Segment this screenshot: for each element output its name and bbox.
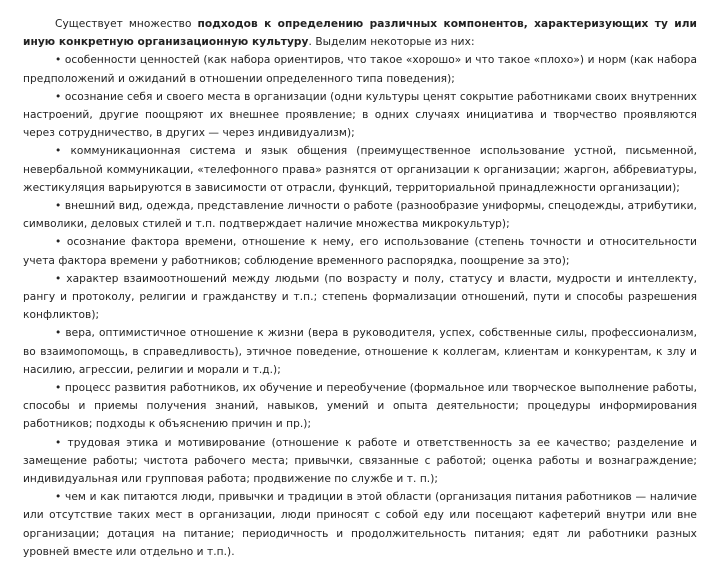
list-item-appearance: • внешний вид, одежда, представление личности о работе (разнообразие униформы, спецодежды, атрибутики, символики, деловых стилей и т.п. подтверждает наличие множества микрокультур); <box>23 200 697 231</box>
intro-paragraph <box>23 15 697 51</box>
document-body <box>23 15 697 561</box>
list-item-food-habits: • чем и как питаются люди, привычки и традиции в этой области (организация питания работников — наличие или отсутствие таких мест в организации, люди приносят с собой еду или посещают кафетерий внутри или вне организации; дотация на питание; периодичность и продолжительность питания; едят ли работники разных уровней вместе или отдельно и т.п.). <box>23 491 697 558</box>
intro-bold-phrase: подходов к определению различных компонентов, характеризующих ту или иную конкретную организационную культуру <box>23 18 697 49</box>
list-item-time: • осознание фактора времени, отношение к нему, его использование (степень точности и относительности учета фактора времени у работников; соблюдение временного распорядка, поощрение за это); <box>23 236 697 267</box>
list-item-self-awareness: • осознание себя и своего места в организации (одни культуры ценят сокрытие работниками своих внутренних настроений, другие поощряют их внешнее проявление; в одних случаях инициатива и творчество проявляются через сотрудничество, в других — через индивидуализм); <box>23 90 697 140</box>
list-item-values: • особенности ценностей (как набора ориентиров, что такое «хорошо» и что такое «плохо») и норм (как набора предположений и ожиданий в отношении определенного типа поведения); <box>23 54 697 85</box>
intro-lead: Существует множество <box>55 18 198 30</box>
list-item-beliefs: • вера, оптимистичное отношение к жизни (вера в руководителя, успех, собственные силы, профессионализм, во взаимопомощь, в справедливость), этичное поведение, отношение к коллегам, клиентам и конкурентам, к злу и насилию, агрессии, религии и морали и т.д.); <box>23 327 697 376</box>
list-item-communication: • коммуникационная система и язык общения (преимущественное использование устной, письменной, невербальной коммуникации, «телефонного права» разнятся от организации к организации; жаргон, аббревиатуры, жестикуляция варьируются в зависимости от отрасли, функций, территориальной принадлежности организации); <box>23 145 697 194</box>
intro-tail: . Выделим некоторые из них: <box>308 36 475 49</box>
list-item-relationships: • характер взаимоотношений между людьми (по возрасту и полу, статусу и власти, мудрости и интеллекту, рангу и протоколу, религии и гражданству и т.п.; степень формализации отношений, пути и способы разрешения конфликтов); <box>23 272 697 322</box>
list-item-work-ethics: • трудовая этика и мотивирование (отношение к работе и ответственность за ее качество; разделение и замещение работы; чистота рабочего места; привычки, связанные с работой; оценка работы и вознаграждение; индивидуальная или групповая работа; продвижение по службе и т. п.); <box>23 436 697 486</box>
list-item-development: • процесс развития работников, их обучение и переобучение (формальное или творческое выполнение работы, способы и приемы получения знаний, навыков, умений и опыта деятельности; процедуры информирования работников; подходы к объяснению причин и пр.); <box>23 382 697 431</box>
